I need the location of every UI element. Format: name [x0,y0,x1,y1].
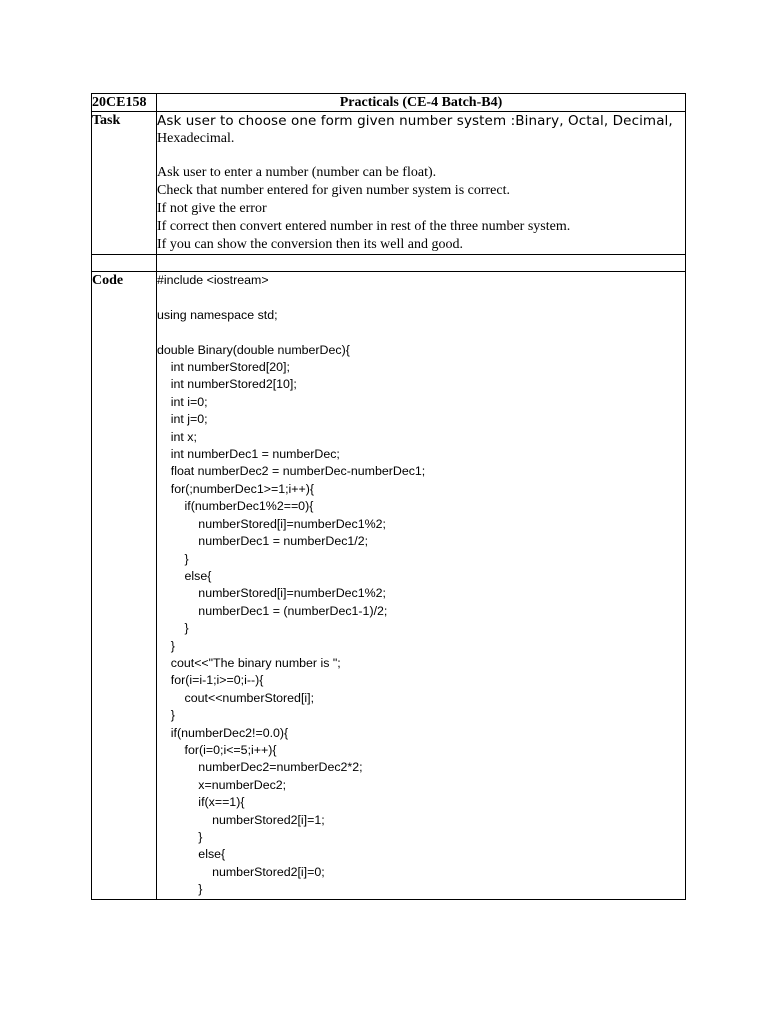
code-line: numberStored[i]=numberDec1%2; [157,586,386,601]
code-line: for(;numberDec1>=1;i++){ [157,481,315,496]
code-line: if(x==1){ [157,795,245,810]
code-line: cout<<"The binary number is "; [157,655,341,670]
header-row [92,94,686,112]
empty-cell-left [92,255,157,272]
code-line: float numberDec2 = numberDec-numberDec1; [157,464,426,479]
practical-title: Practicals (CE-4 Batch-B4) [157,94,686,112]
code-lines [157,272,685,899]
code-line: if(numberDec2!=0.0){ [157,725,289,740]
task-label: Task [92,112,157,255]
code-line: else{ [157,847,226,862]
practical-table [91,93,686,900]
code-line: int numberStored[20]; [157,360,290,375]
task-row [92,112,686,255]
task-line-2: Hexadecimal. [157,131,235,146]
code-line: if(numberDec1%2==0){ [157,499,314,514]
code-line: for(i=0;i<=5;i++){ [157,742,277,757]
code-line: int j=0; [157,412,208,427]
code-line: for(i=i-1;i>=0;i--){ [157,673,264,688]
code-line: } [157,708,175,723]
code-line: double Binary(double numberDec){ [157,342,350,357]
code-row [92,272,686,900]
task-line-1: Ask user to choose one form given number system :Binary, Octal, Decimal, [157,113,673,129]
code-line: } [157,621,189,636]
code-line: using namespace std; [157,307,278,322]
code-line: numberDec1 = numberDec1/2; [157,534,369,549]
task-line-6: If correct then convert entered number in rest of the three number system. [157,219,571,234]
code-line: } [157,830,203,844]
code-listing [157,272,686,900]
code-line: int numberStored2[10]; [157,377,297,392]
task-line-5: If not give the error [157,201,267,216]
task-line-3: Ask user to enter a number (number can be float). [157,165,437,180]
code-line: int i=0; [157,394,208,409]
code-line: numberDec1 = (numberDec1-1)/2; [157,603,388,618]
code-line: #include <iostream> [157,273,269,287]
code-line: numberDec2=numberDec2*2; [157,760,363,775]
code-line: numberStored2[i]=1; [157,812,325,827]
empty-cell-right [157,255,686,272]
empty-row [92,255,686,272]
code-line: else{ [157,568,212,583]
code-line: cout<<numberStored[i]; [157,690,315,705]
code-label: Code [92,272,157,900]
task-description [157,112,686,255]
code-line: } [157,882,203,897]
code-line [157,324,685,341]
task-line-4: Check that number entered for given number system is correct. [157,183,510,198]
student-id: 20CE158 [92,94,157,112]
code-line: int numberDec1 = numberDec; [157,447,340,462]
code-line: } [157,551,189,566]
code-line: } [157,638,175,653]
code-line: x=numberDec2; [157,777,287,792]
task-spacer [157,148,685,164]
code-line: numberStored2[i]=0; [157,864,325,879]
code-line: numberStored[i]=numberDec1%2; [157,516,386,531]
code-line: int x; [157,429,197,444]
code-line [157,289,685,306]
task-line-7: If you can show the conversion then its well and good. [157,237,463,252]
